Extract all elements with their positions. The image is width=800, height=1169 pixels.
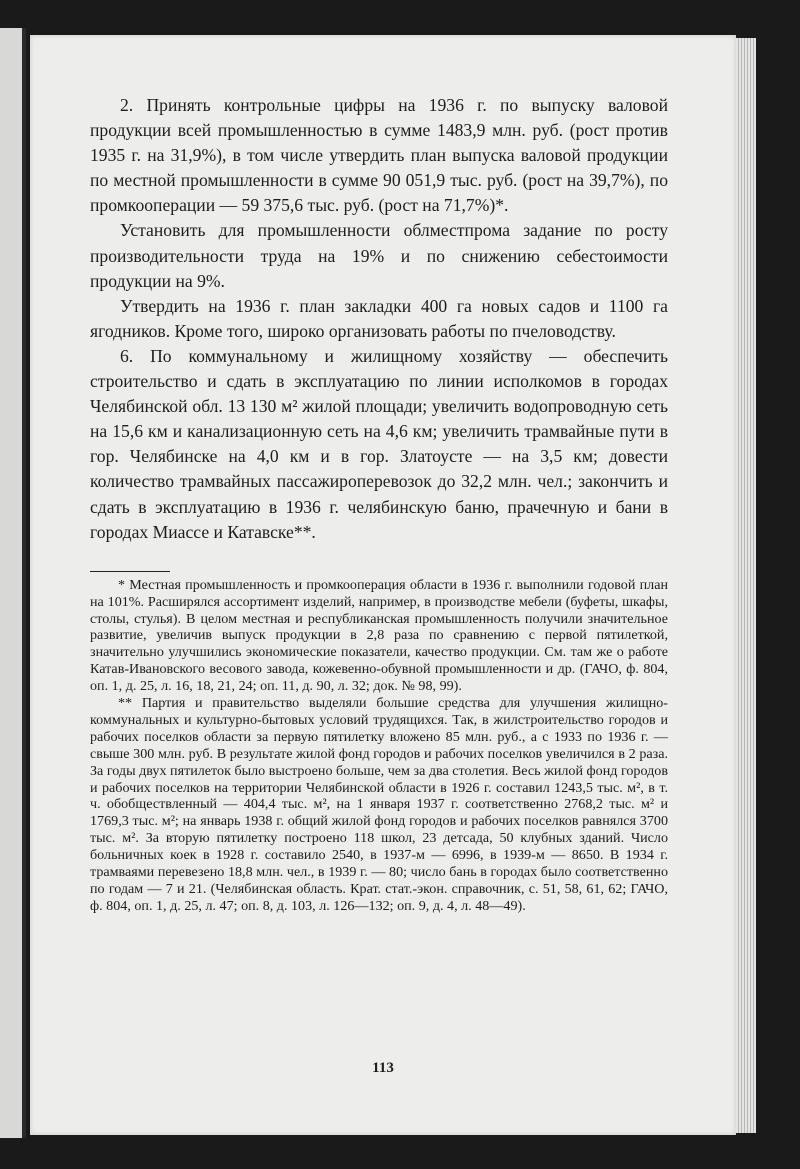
footnote-1: * Местная промышленность и промкооперация области в 1936 г. выполнили годовой план на 101%. Расширялся ассортимент изделий, например, в производстве мебели (буфеты, шкафы, столы, стулья). В целом местная и республиканская промышленность получили значительное развитие, увеличив выпуск продукции в 2,8 раза по сравнению с первой пятилеткой, значительно улучшились экономические показатели, качество продукции. См. там же о работе Катав-Ивановского весового завода, кожевенно-обувной промышленности и др. (ГАЧО, ф. 804, оп. 1, д. 25, л. 16, 18, 21, 24; оп. 11, д. 90, л. 32; док. № 98, 99). bbox=[90, 576, 668, 695]
main-text bbox=[90, 93, 668, 545]
footnote-divider bbox=[90, 571, 170, 572]
footnotes bbox=[90, 577, 668, 915]
page-number: 113 bbox=[372, 1060, 394, 1076]
page-content bbox=[90, 93, 668, 915]
footnote-2: ** Партия и правительство выделяли большие средства для улучшения жилищно-коммунальных и культурно-бытовых условий трудящихся. Так, в жилстроительство городов и рабочих поселков области за первую пятилетку вложено 85 млн. руб., а с 1933 по 1936 г. — свыше 300 млн. руб. В результате жилой фонд городов и рабочих поселков увеличился в 2 раза. За годы двух пятилеток было выстроено больше, чем за два столетия. Весь жилой фонд городов и рабочих поселков на территории Челябинской области в 1926 г. составил 1243,5 тыс. м², в т. ч. обобществленный — 404,4 тыс. м², на 1 января 1937 г. соответственно 2768,2 тыс. м² и 1769,3 тыс. м²; на январь 1938 г. общий жилой фонд городов и рабочих поселков равнялся 3700 тыс. м². За вторую пятилетку построено 118 школ, 23 детсада, 50 клубных зданий. Число больничных коек в 1928 г. составило 2540, в 1937-м — 6996, в 1939-м — 8650. В 1934 г. трамваями перевезено 18,8 млн. чел., в 1939 г. — 80; число бань в городах было соответственно по годам — 7 и 21. (Челябинская область. Крат. стат.-экон. справочник, с. 51, 58, 61, 62; ГАЧО, ф. 804, оп. 1, д. 25, л. 47; оп. 8, д. 103, л. 126—132; оп. 9, д. 4, л. 48—49). bbox=[90, 695, 668, 914]
paragraph-productivity: Установить для промышленности облместпрома задание по росту производительности труда на 19% и по снижению себестоимости продукции на 9%. bbox=[90, 220, 668, 291]
paragraph-communal-housing: 6. По коммунальному и жилищному хозяйству — обеспечить строительство и сдать в эксплуатацию по линии исполкомов в городах Челябинской обл. 13 130 м² жилой площади; увеличить водопроводную сеть на 15,6 км и канализационную сеть на 4,6 км; увеличить трамвайные пути в гор. Челябинске на 4,0 км и в гор. Златоусте — на 3,5 км; довести количество трамвайных пассажироперевозок до 32,2 млн. чел.; закончить и сдать в эксплуатацию в 1936 г. челябинскую баню, прачечную и бани в городах Миассе и Катавске**. bbox=[90, 345, 668, 542]
paragraph-gardens: Утвердить на 1936 г. план закладки 400 га новых садов и 1100 га ягодников. Кроме того, широко организовать работы по пчеловодству. bbox=[90, 295, 668, 341]
paragraph-industry-targets: 2. Принять контрольные цифры на 1936 г. по выпуску валовой продукции всей промышленностью в сумме 1483,9 млн. руб. (рост против 1935 г. на 31,9%), в том числе утвердить план выпуска валовой продукции по местной промышленности в сумме 90 051,9 тыс. руб. (рост на 39,7%), по промкооперации — 59 375,6 тыс. руб. (рост на 71,7%)*. bbox=[90, 95, 668, 216]
page-stack-edge bbox=[736, 38, 756, 1133]
book-gutter bbox=[22, 28, 26, 1138]
book-page bbox=[30, 35, 736, 1135]
